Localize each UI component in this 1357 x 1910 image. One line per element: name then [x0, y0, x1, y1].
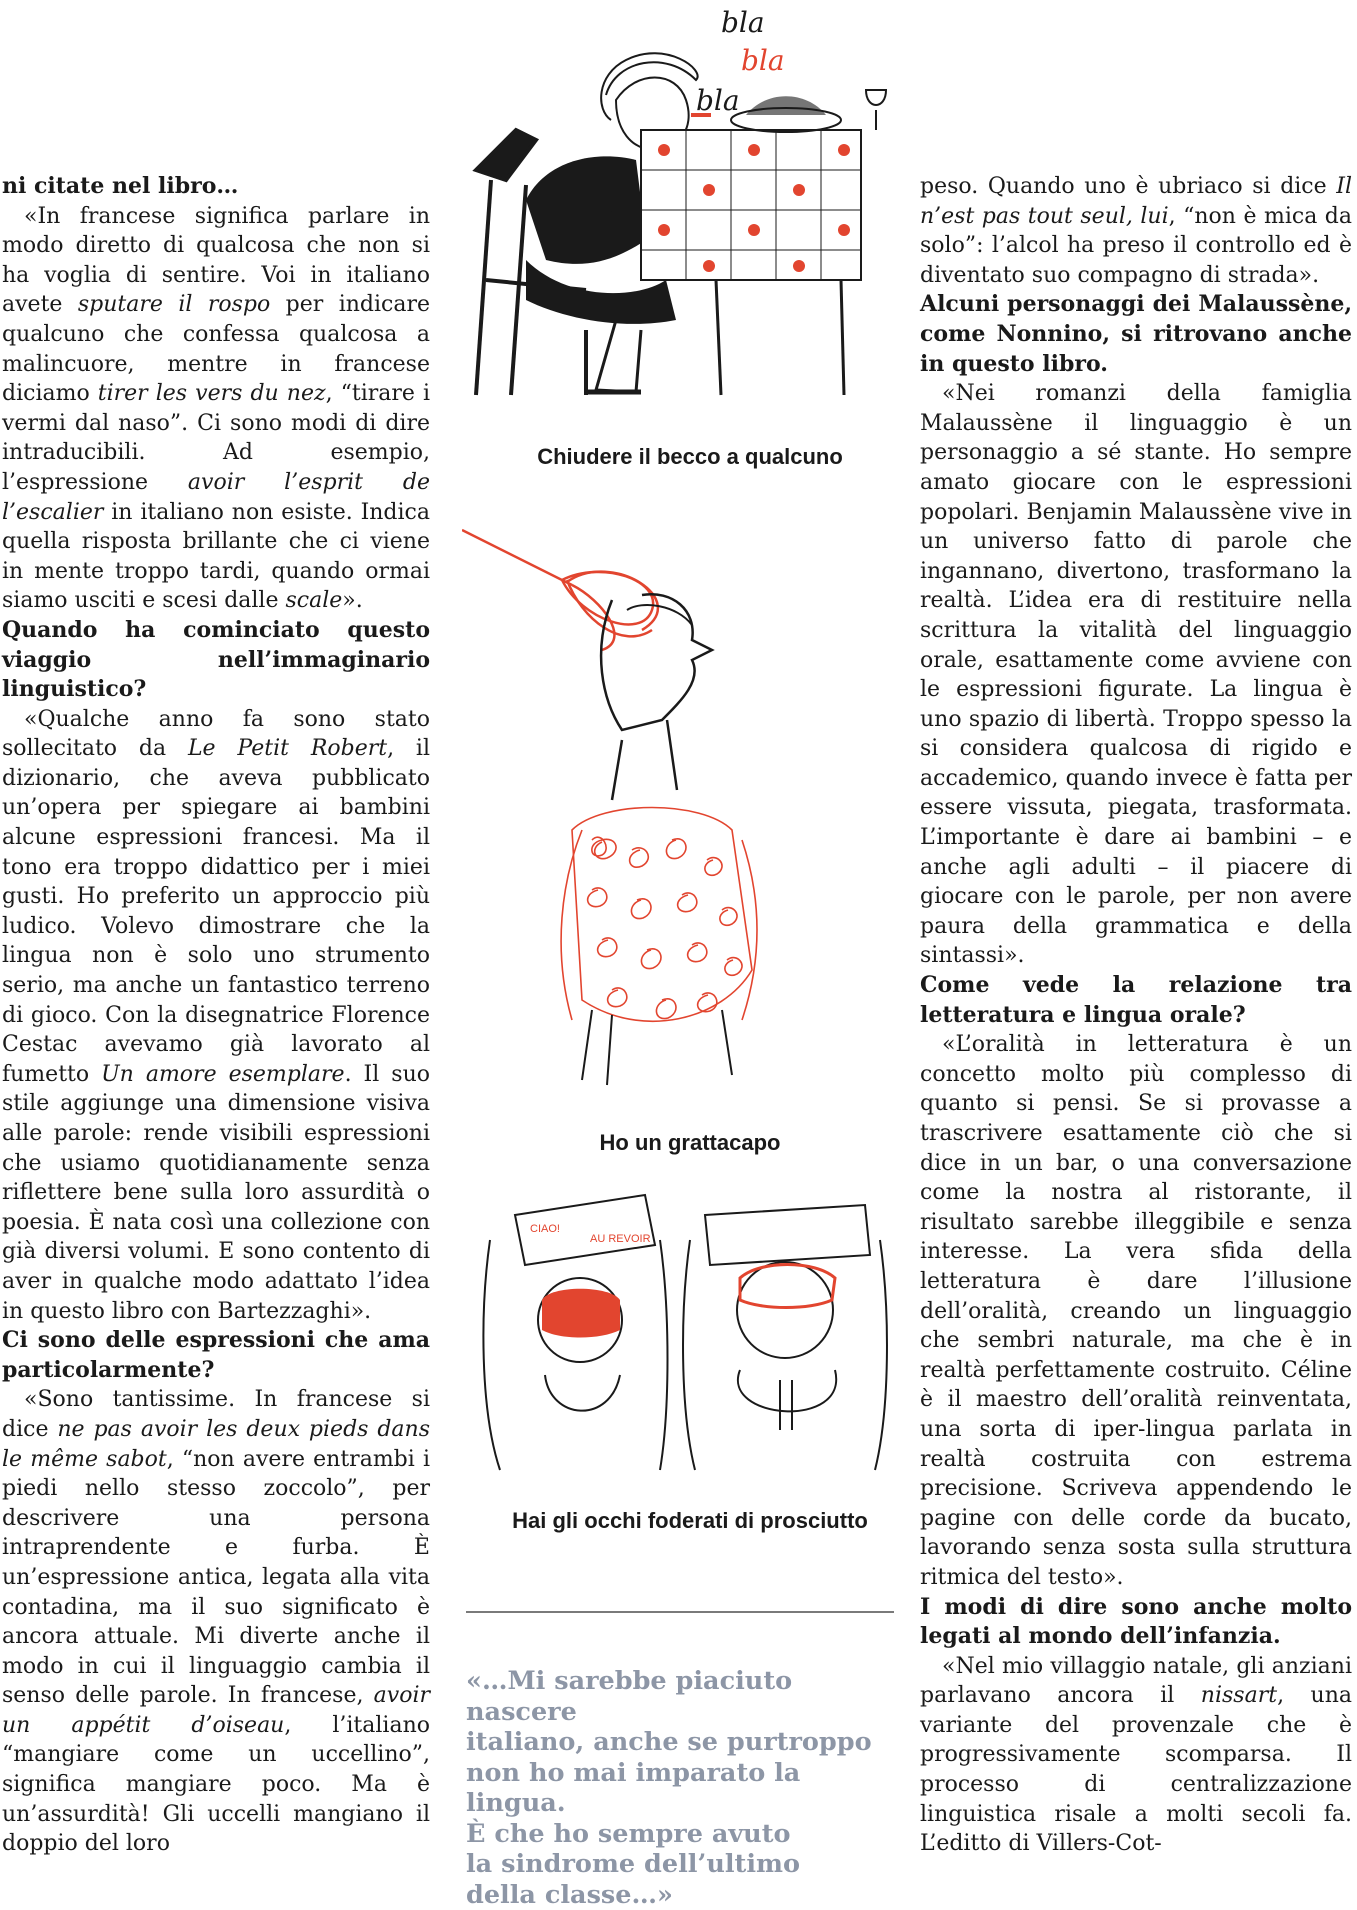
- bla-text: bla: [741, 44, 785, 77]
- answer-paragraph: «Sono tantissime. In francese si dice ne pas avoir les deux pieds dans le même sabot, “non avere entrambi i piedi nello stesso zoccolo”, per descrivere una persona intraprendente e furba. È un’espressione antica, legata alla vita contadina, ma il suo significato è ancora attuale. Mi diverte anche il modo in cui il linguaggio cambia il senso delle parole. In francese, avoir un appétit d’oiseau, l’italiano “mangiare come un uccellino”, significa mangiare poco. Ma è un’assurdità! Gli uccelli mangiano il doppio del loro: [2, 1387, 430, 1857]
- interview-question: Quando ha cominciato questo viaggio nell’immaginario linguistico?: [2, 616, 430, 703]
- article-column-left: [2, 172, 430, 1859]
- interview-question: Alcuni personaggi dei Malaussène, come Nonnino, si ritrovano anche in questo libro.: [920, 291, 1352, 377]
- pull-quote: «…Mi sarebbe piaciuto nascere italiano, anche se purtroppo non ho mai imparato la lingua. È che ho sempre avuto la sindrome dell’ultimo della classe…»: [466, 1666, 872, 1910]
- answer-paragraph: «Nel mio villaggio natale, gli anziani parlavano ancora il nissart, una variante del provenzale che è progressivamente scomparsa. Il processo di centralizzazione linguistica risale a molti secoli fa. L’editto di Villers-Cot-: [920, 1653, 1352, 1857]
- interview-question: Ci sono delle espressioni che ama particolarmente?: [2, 1327, 430, 1383]
- answer-paragraph: «In francese significa parlare in modo diretto di qualcosa che non si ha voglia di sentire. Voi in italiano avete sputare il rospo per indicare qualcuno che confessa qualcosa a malincuore, mentre in francese diciamo tirer les vers du nez, “tirare i vermi dal naso”. Ci sono modi di dire intraducibili. Ad esempio, l’espressione avoir l’esprit de l’escalier in italiano non esiste. Indica quella risposta brillante che ci viene in mente troppo tardi, quando ormai siamo usciti e scesi dalle scale».: [2, 203, 430, 614]
- answer-paragraph: peso. Quando uno è ubriaco si dice Il n’est pas tout seul, lui, “non è mica da solo”: l’alcol ha preso il controllo ed è diventato suo compagno di strada».: [920, 174, 1352, 288]
- headrest-text: CIAO!: [530, 1223, 560, 1235]
- illustration-caption: Ho un grattacapo: [599, 1130, 781, 1155]
- illustration-whisk-on-head: [462, 500, 902, 1110]
- interview-question: Come vede la relazione tra letteratura e lingua orale?: [920, 972, 1352, 1028]
- illustration-eye-masks: [470, 1160, 900, 1480]
- illustration-caption: Hai gli occhi foderati di prosciutto: [512, 1508, 868, 1533]
- article-column-right: [920, 172, 1352, 1859]
- bla-text: bla: [721, 6, 765, 39]
- question-fragment: ni citate nel libro…: [2, 173, 239, 199]
- bla-text: bla: [696, 84, 740, 117]
- interview-question: I modi di dire sono anche molto legati al mondo dell’infanzia.: [920, 1593, 1352, 1650]
- headrest-text: AU REVOIR: [590, 1233, 651, 1245]
- answer-paragraph: «Nei romanzi della famiglia Malaussène il linguaggio è un personaggio a sé stante. Ho sempre amato giocare con le espressioni popolari. Benjamin Malaussène vive in un universo fatto di parole che ingannano, divertono, trasformano la realtà. L’idea era di restituire nella scrittura la vitalità del linguaggio orale, esattamente come avviene con le espressioni figurate. La lingua è uno spazio di libertà. Troppo spesso la si considera qualcosa di rigido e accademico, quando invece è fatta per essere vissuta, piegata, trasformata. L’importante è dare ai bambini – e anche agli adulti – il piacere di giocare con le parole, per non avere paura della grammatica e della sintassi».: [920, 381, 1352, 969]
- illustration-woman-at-table: [466, 0, 906, 430]
- answer-paragraph: «L’oralità in letteratura è un concetto molto più complesso di quanto si pensi. Se si provasse a trascrivere esattamente ciò che si dice in un bar, o una conversazione come la nostra al ristorante, il risultato sarebbe illeggibile e senza interesse. La vera sfida della letteratura è dare l’illusione dell’oralità, creando un linguaggio che sembri naturale, ma che è in realtà perfettamente costruito. Céline è il maestro dell’oralità reinventata, una sorta di iper-lingua parlata in realtà costruita con estrema precisione. Scriveva appendendo le pagine con delle corde da bucato, lavorando senza sosta sulla struttura ritmica del testo».: [920, 1032, 1352, 1590]
- answer-paragraph: «Qualche anno fa sono stato sollecitato da Le Petit Robert, il dizionario, che aveva pubblicato un’opera per spiegare ai bambini alcune espressioni francesi. Ma il tono era troppo didattico per i miei gusti. Ho preferito un approccio più ludico. Volevo dimostrare che la lingua non è solo uno strumento serio, ma anche un fantastico terreno di gioco. Con la disegnatrice Florence Cestac avevamo già lavorato al fumetto Un amore esemplare. Il suo stile aggiunge una dimensione visiva alle parole: rende visibili espressioni che usiamo quotidianamente senza riflettere bene sulla loro assurdità o poesia. È nata così una collezione con già diversi volumi. E sono contento di aver in qualche modo adattato l’idea in questo libro con Bartezzaghi».: [2, 706, 431, 1324]
- illustration-caption: Chiudere il becco a qualcuno: [537, 444, 843, 469]
- pull-quote-divider: [466, 1611, 894, 1613]
